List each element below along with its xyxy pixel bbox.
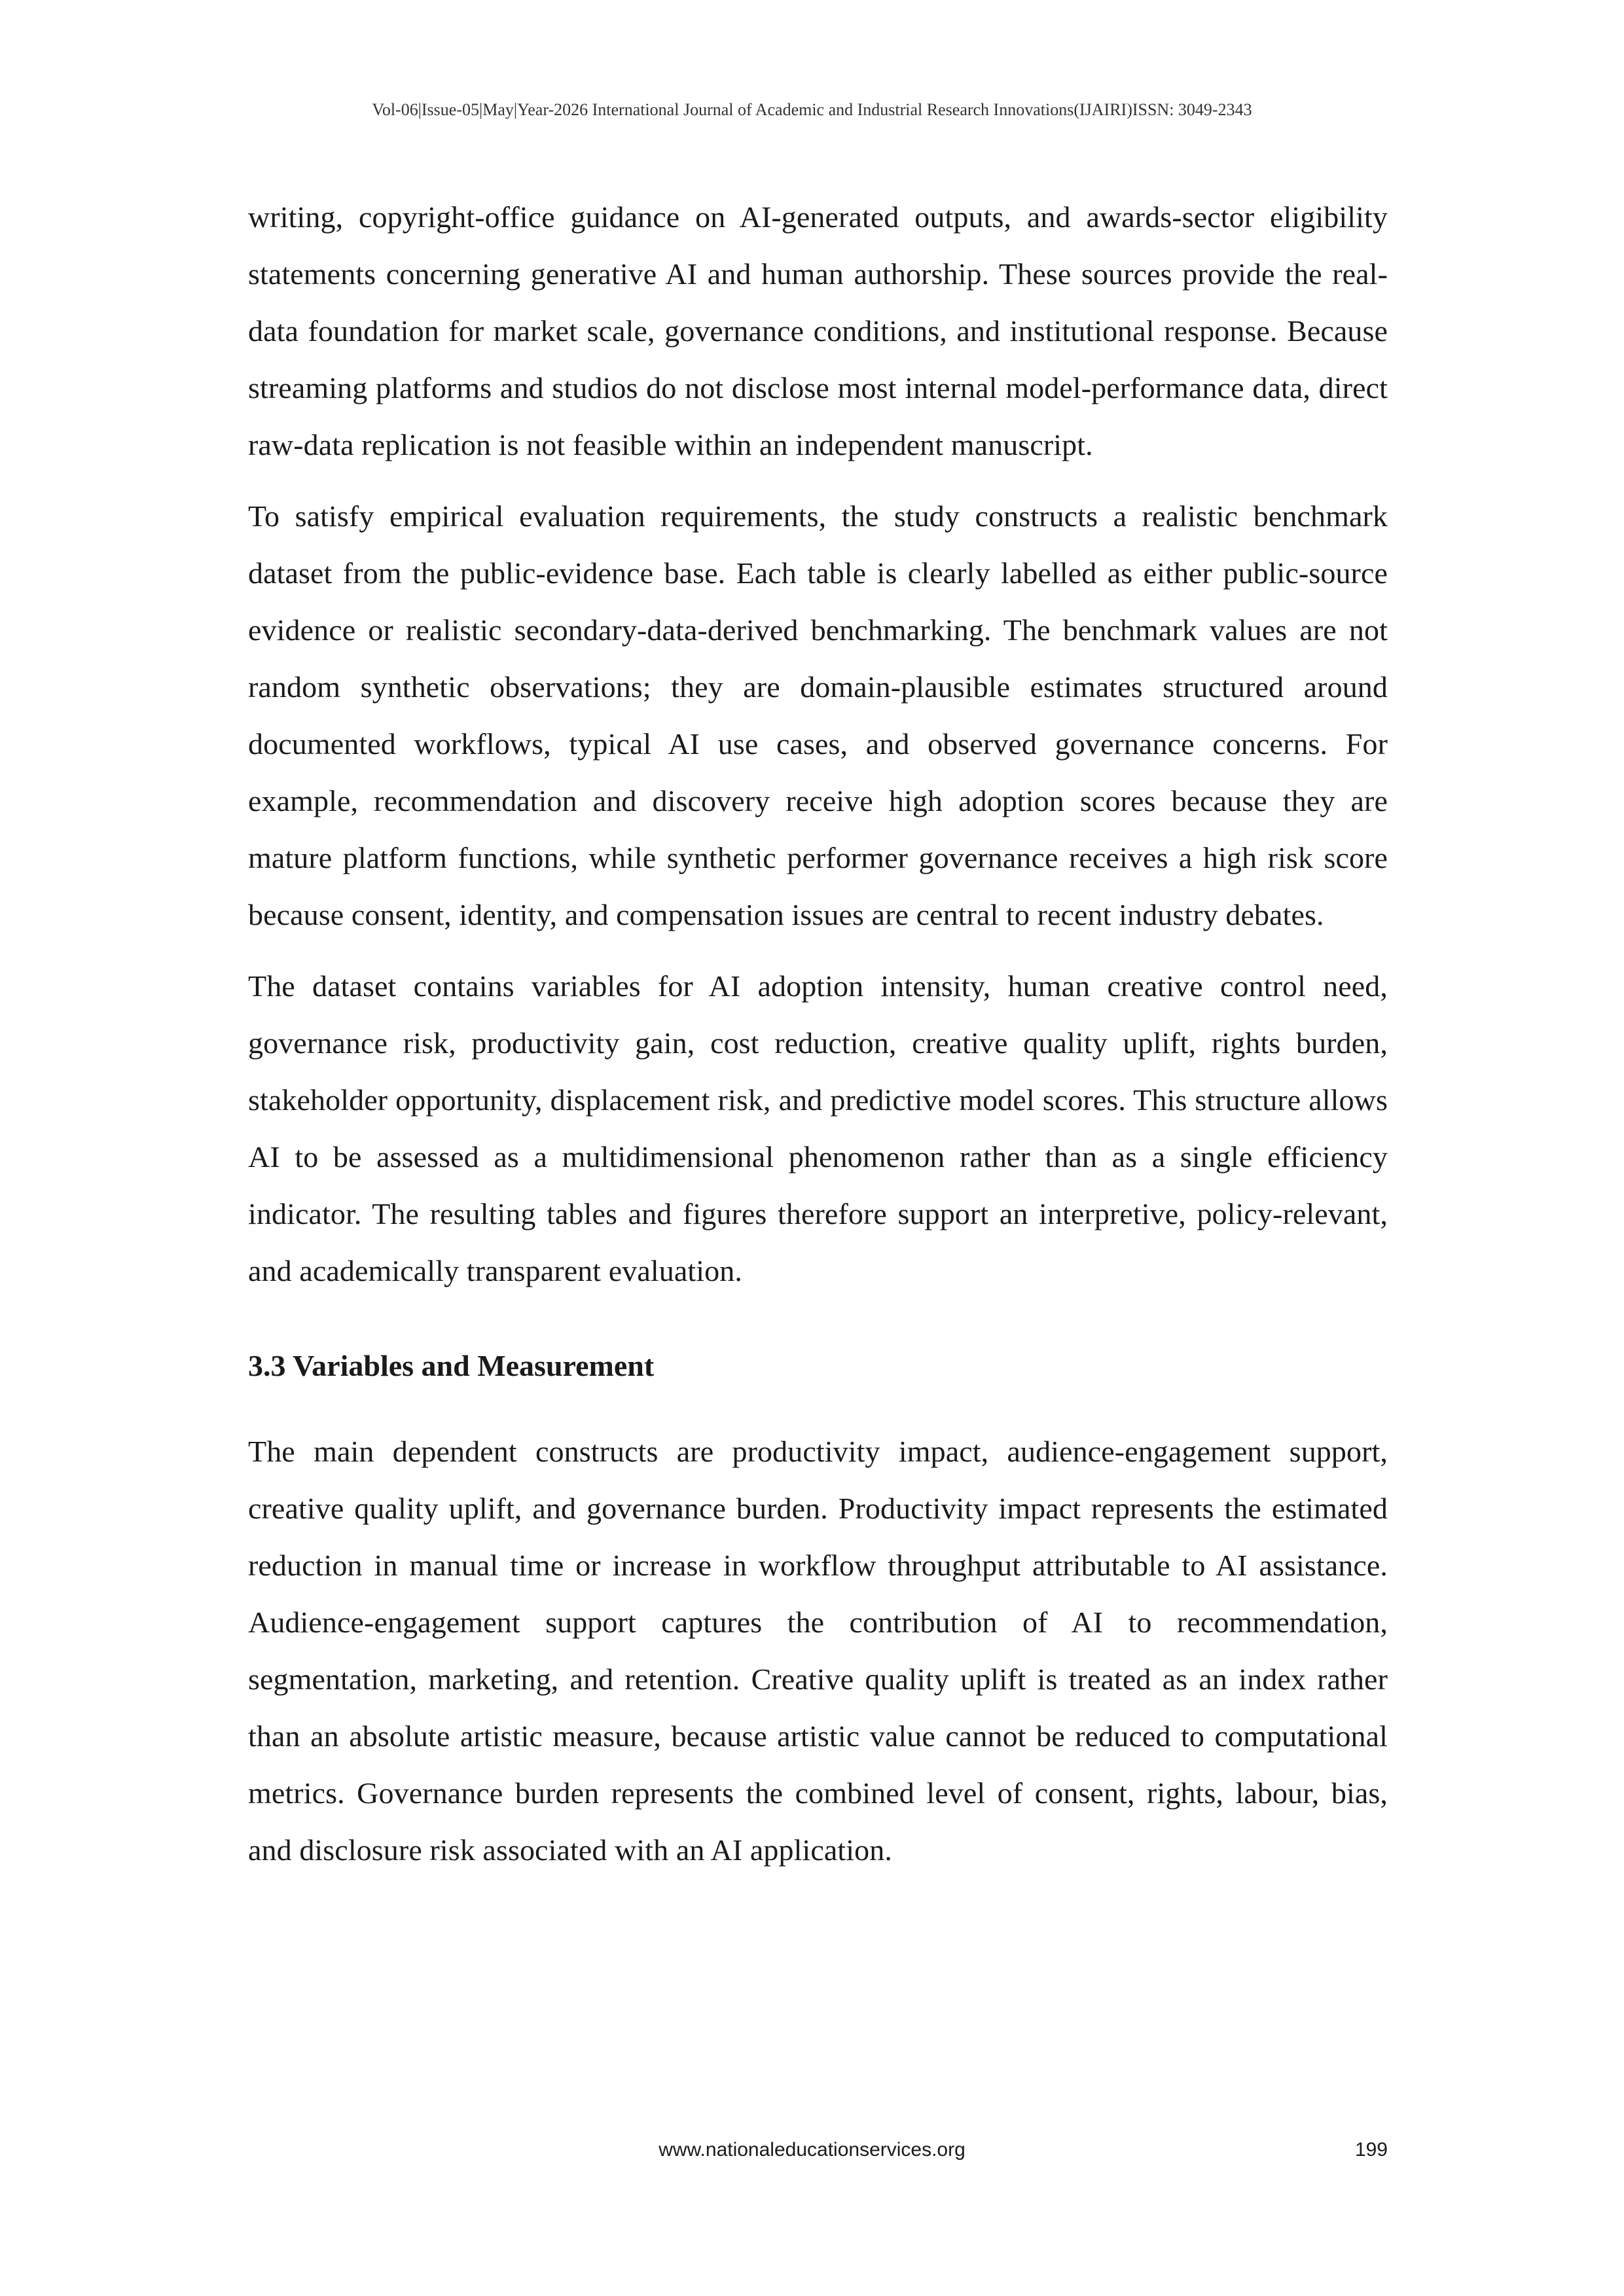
paragraph-data-sources: writing, copyright-office guidance on AI-generated outputs, and awards-sector eligibility statements concerning generative AI and human authorship. These sources provide the real-data foundation for market scale, governance conditions, and institutional response. Because streaming platforms and studios do not disclose most internal model-performance data, direct raw-data replication is not feasible within an independent manuscript. xyxy=(248,200,1388,461)
paragraph-dependent-constructs: The main dependent constructs are productivity impact, audience-engagement support, creative quality uplift, and governance burden. Productivity impact represents the estimated reduction in manual time or increase in workflow throughput attributable to AI assistance. Audience-engagement support captures the contribution of AI to recommendation, segmentation, marketing, and retention. Creative quality uplift is treated as an index rather than an absolute artistic measure, because artistic value cannot be reduced to computational metrics. Governance burden represents the combined level of consent, rights, labour, bias, and disclosure risk associated with an AI application. xyxy=(248,1435,1388,1867)
article-body xyxy=(248,188,1388,1893)
page-number: 199 xyxy=(1354,2139,1388,2161)
footer-url: www.nationaleducationservices.org xyxy=(659,2139,965,2161)
paragraph-dataset-variables: The dataset contains variables for AI adoption intensity, human creative control need, governance risk, productivity gain, cost reduction, creative quality uplift, rights burden, stakeholder opportunity, displacement risk, and predictive model scores. This structure allows AI to be assessed as a multidimensional phenomenon rather than as a single efficiency indicator. The resulting tables and figures therefore support an interpretive, policy-relevant, and academically transparent evaluation. xyxy=(248,969,1388,1287)
paragraph-benchmark-dataset: To satisfy empirical evaluation requirements, the study constructs a realistic benchmark dataset from the public-evidence base. Each table is clearly labelled as either public-source evidence or realistic secondary-data-derived benchmarking. The benchmark values are not random synthetic observations; they are domain-plausible estimates structured around documented workflows, typical AI use cases, and observed governance concerns. For example, recommendation and discovery receive high adoption scores because they are mature platform functions, while synthetic performer governance receives a high risk score because consent, identity, and compensation issues are central to recent industry debates. xyxy=(248,499,1388,931)
section-heading-variables-measurement: 3.3 Variables and Measurement xyxy=(248,1349,655,1382)
running-header: Vol-06|Issue-05|May|Year-2026 International Journal of Academic and Industrial Research Innovations(IJAIRI)ISSN: 3049-2343 xyxy=(372,100,1252,119)
